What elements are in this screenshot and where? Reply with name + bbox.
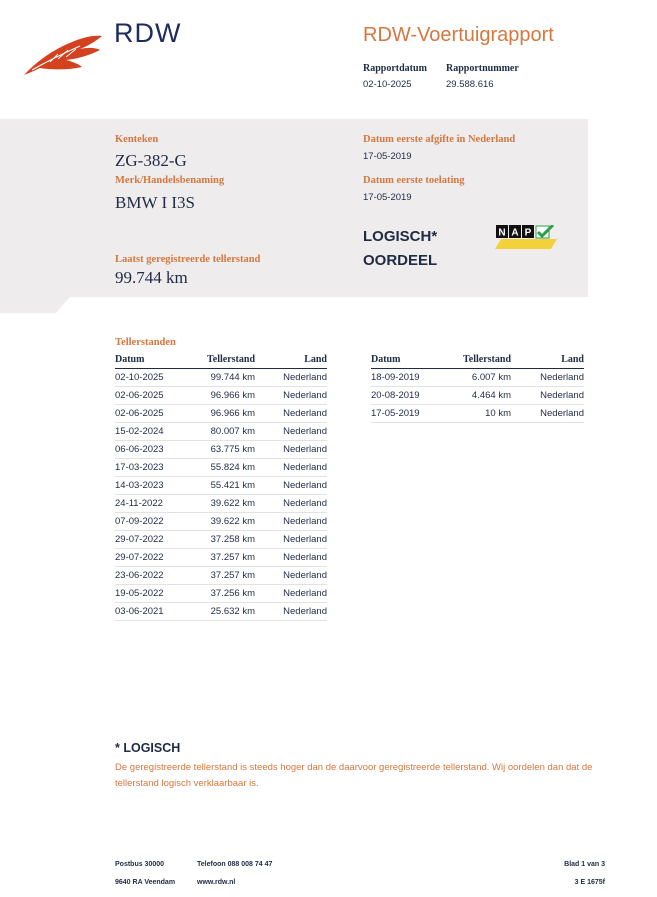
reading-country: Nederland <box>255 494 327 512</box>
readings-table-right <box>371 352 584 423</box>
footer-page: Blad 1 van 3 <box>564 861 605 868</box>
table-row <box>115 422 327 440</box>
table-row <box>115 530 327 548</box>
col-country: Land <box>255 352 327 368</box>
col-value: Tellerstand <box>195 352 255 368</box>
reading-date: 29-07-2022 <box>115 530 195 548</box>
reading-date: 06-06-2023 <box>115 440 195 458</box>
readings-title: Tellerstanden <box>115 337 176 348</box>
nap-logo-icon <box>495 225 557 249</box>
reading-value: 25.632 km <box>195 602 255 620</box>
report-number: 29.588.616 <box>446 79 494 90</box>
table-row <box>115 404 327 422</box>
reading-country: Nederland <box>255 422 327 440</box>
reading-date: 19-05-2022 <box>115 584 195 602</box>
col-date: Datum <box>371 352 451 368</box>
reading-date: 02-06-2025 <box>115 404 195 422</box>
reading-value: 55.824 km <box>195 458 255 476</box>
table-row <box>115 458 327 476</box>
brand-label: Merk/Handelsbenaming <box>115 175 225 186</box>
verdict-line-2: OORDEEL <box>363 252 438 269</box>
footer-phone: Telefoon 088 008 74 47 <box>197 861 273 868</box>
reading-date: 03-06-2021 <box>115 602 195 620</box>
reading-country: Nederland <box>255 512 327 530</box>
reading-value: 39.622 km <box>195 512 255 530</box>
report-date-label: Rapportdatum <box>363 63 427 74</box>
first-admission-label: Datum eerste toelating <box>363 175 465 186</box>
reading-value: 37.258 km <box>195 530 255 548</box>
reading-country: Nederland <box>255 530 327 548</box>
rdw-logo-icon <box>22 32 104 78</box>
logo-text: RDW <box>114 18 182 48</box>
table-row <box>115 566 327 584</box>
col-country: Land <box>511 352 584 368</box>
report-number-label: Rapportnummer <box>446 63 519 74</box>
reading-country: Nederland <box>255 458 327 476</box>
plate-label: Kenteken <box>115 134 159 145</box>
note-title: * LOGISCH <box>115 741 181 755</box>
reading-date: 29-07-2022 <box>115 548 195 566</box>
table-row <box>371 386 584 404</box>
footer-web: www.rdw.nl <box>197 879 236 886</box>
brand-value: BMW I I3S <box>115 193 195 212</box>
reading-date: 17-05-2019 <box>371 404 451 422</box>
verdict-line-1: LOGISCH* <box>363 228 438 245</box>
reading-date: 18-09-2019 <box>371 368 451 386</box>
reading-value: 37.257 km <box>195 566 255 584</box>
reading-date: 24-11-2022 <box>115 494 195 512</box>
reading-value: 39.622 km <box>195 494 255 512</box>
mileage-label: Laatst geregistreerde tellerstand <box>115 254 261 265</box>
report-title: RDW-Voertuigrapport <box>363 24 554 46</box>
reading-value: 99.744 km <box>195 368 255 386</box>
reading-value: 96.966 km <box>195 404 255 422</box>
table-row <box>115 386 327 404</box>
reading-country: Nederland <box>255 404 327 422</box>
reading-country: Nederland <box>255 602 327 620</box>
nap-letter-n: N <box>498 227 506 239</box>
table-row <box>115 512 327 530</box>
plate-value: ZG-382-G <box>115 151 187 170</box>
reading-value: 63.775 km <box>195 440 255 458</box>
first-issue-nl-label: Datum eerste afgifte in Nederland <box>363 134 516 145</box>
reading-date: 14-03-2023 <box>115 476 195 494</box>
report-date: 02-10-2025 <box>363 79 412 90</box>
first-issue-nl-value: 17-05-2019 <box>363 151 412 162</box>
footer-address-1: Postbus 30000 <box>115 861 165 868</box>
reading-country: Nederland <box>255 566 327 584</box>
reading-date: 23-06-2022 <box>115 566 195 584</box>
readings-table-left <box>115 352 327 621</box>
reading-date: 02-10-2025 <box>115 368 195 386</box>
reading-country: Nederland <box>511 386 584 404</box>
footer-code: 3 E 1675f <box>574 879 605 886</box>
reading-date: 15-02-2024 <box>115 422 195 440</box>
table-row <box>115 440 327 458</box>
reading-country: Nederland <box>255 548 327 566</box>
col-value: Tellerstand <box>451 352 511 368</box>
first-admission-value: 17-05-2019 <box>363 192 412 203</box>
table-row <box>115 368 327 386</box>
reading-country: Nederland <box>255 386 327 404</box>
table-row <box>115 584 327 602</box>
footer-address-2: 9640 RA Veendam <box>115 879 176 886</box>
table-row <box>115 548 327 566</box>
reading-country: Nederland <box>511 404 584 422</box>
panel-tab-shape <box>0 297 70 313</box>
reading-value: 10 km <box>451 404 511 422</box>
mileage-value: 99.744 km <box>115 268 188 287</box>
reading-value: 80.007 km <box>195 422 255 440</box>
reading-date: 07-09-2022 <box>115 512 195 530</box>
reading-country: Nederland <box>255 584 327 602</box>
reading-value: 6.007 km <box>451 368 511 386</box>
reading-country: Nederland <box>255 368 327 386</box>
reading-date: 20-08-2019 <box>371 386 451 404</box>
nap-letter-p: P <box>524 227 532 239</box>
reading-country: Nederland <box>255 476 327 494</box>
reading-value: 37.257 km <box>195 548 255 566</box>
reading-value: 96.966 km <box>195 386 255 404</box>
table-row <box>371 404 584 422</box>
table-row <box>115 494 327 512</box>
vehicle-summary-panel <box>0 119 588 297</box>
reading-date: 17-03-2023 <box>115 458 195 476</box>
table-row <box>371 368 584 386</box>
reading-value: 37.256 km <box>195 584 255 602</box>
reading-date: 02-06-2025 <box>115 386 195 404</box>
col-date: Datum <box>115 352 195 368</box>
table-row <box>115 476 327 494</box>
table-row <box>115 602 327 620</box>
nap-letter-a: A <box>511 227 519 239</box>
reading-value: 4.464 km <box>451 386 511 404</box>
reading-value: 55.421 km <box>195 476 255 494</box>
reading-country: Nederland <box>255 440 327 458</box>
reading-country: Nederland <box>511 368 584 386</box>
note-text: De geregistreerde tellerstand is steeds hoger dan de daarvoor geregistreerde tellerstand. Wij oordelen dan dat de tellerstand logisch verklaarbaar is. <box>115 762 593 789</box>
